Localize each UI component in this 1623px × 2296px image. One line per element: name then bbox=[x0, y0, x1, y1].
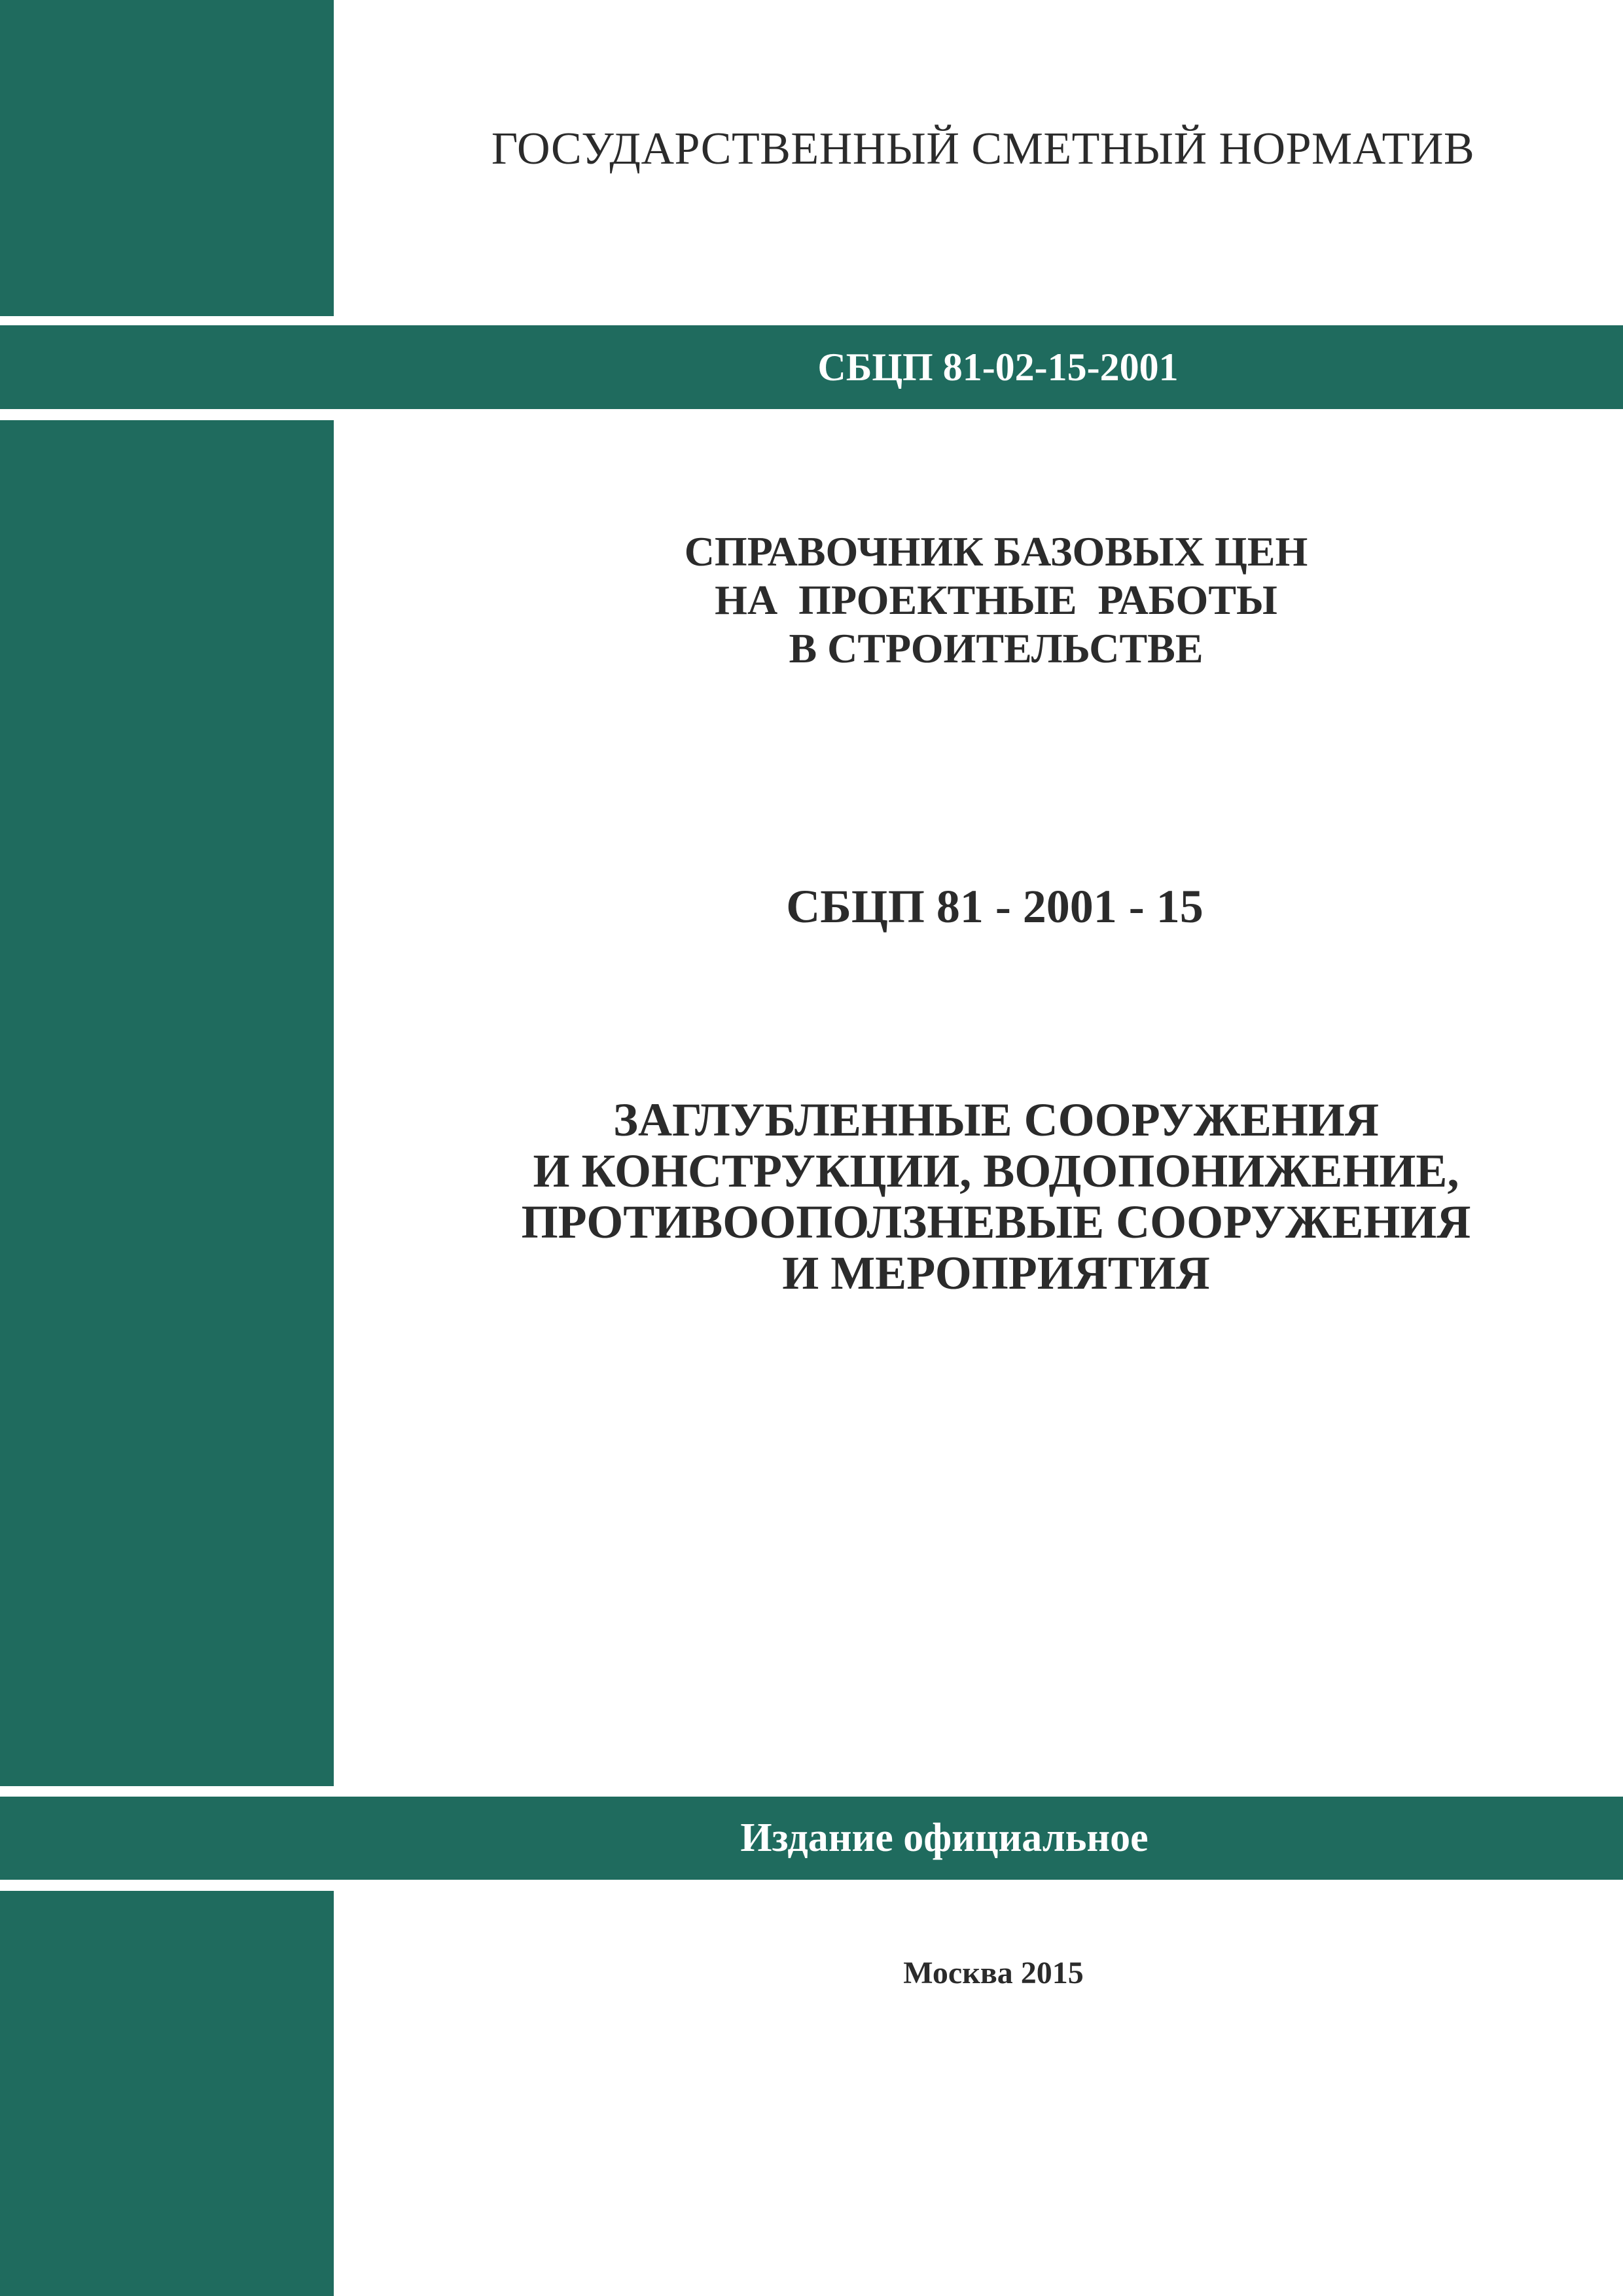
edition-label: Издание официальное bbox=[740, 1816, 1149, 1860]
subject-title-line: И МЕРОПРИЯТИЯ bbox=[782, 1247, 1210, 1299]
main-title bbox=[685, 528, 1308, 673]
main-title-line: В СТРОИТЕЛЬСТВЕ bbox=[789, 625, 1204, 672]
subject-title-line: ЗАГЛУБЛЕННЫЕ СООРУЖЕНИЯ bbox=[613, 1094, 1379, 1146]
bottom-green-band bbox=[0, 1797, 1623, 1880]
header-title: ГОСУДАРСТВЕННЫЙ СМЕТНЫЙ НОРМАТИВ bbox=[491, 124, 1475, 174]
subject-title bbox=[522, 1094, 1471, 1299]
main-title-line: НА ПРОЕКТНЫЕ РАБОТЫ bbox=[715, 577, 1277, 623]
subject-title-line: И КОНСТРУКЦИИ, ВОДОПОНИЖЕНИЕ, bbox=[533, 1145, 1459, 1197]
city-year: Москва 2015 bbox=[903, 1956, 1084, 1990]
left-green-block-middle bbox=[0, 420, 334, 1786]
document-code-middle: СБЦП 81 - 2001 - 15 bbox=[786, 880, 1204, 933]
subject-title-line: ПРОТИВООПОЛЗНЕВЫЕ СООРУЖЕНИЯ bbox=[521, 1196, 1471, 1248]
main-title-line: СПРАВОЧНИК БАЗОВЫХ ЦЕН bbox=[684, 528, 1308, 575]
document-code-top: СБЦП 81-02-15-2001 bbox=[817, 345, 1179, 389]
left-green-block-top bbox=[0, 0, 334, 316]
top-green-band bbox=[0, 325, 1623, 409]
left-green-block-bottom bbox=[0, 1891, 334, 2296]
